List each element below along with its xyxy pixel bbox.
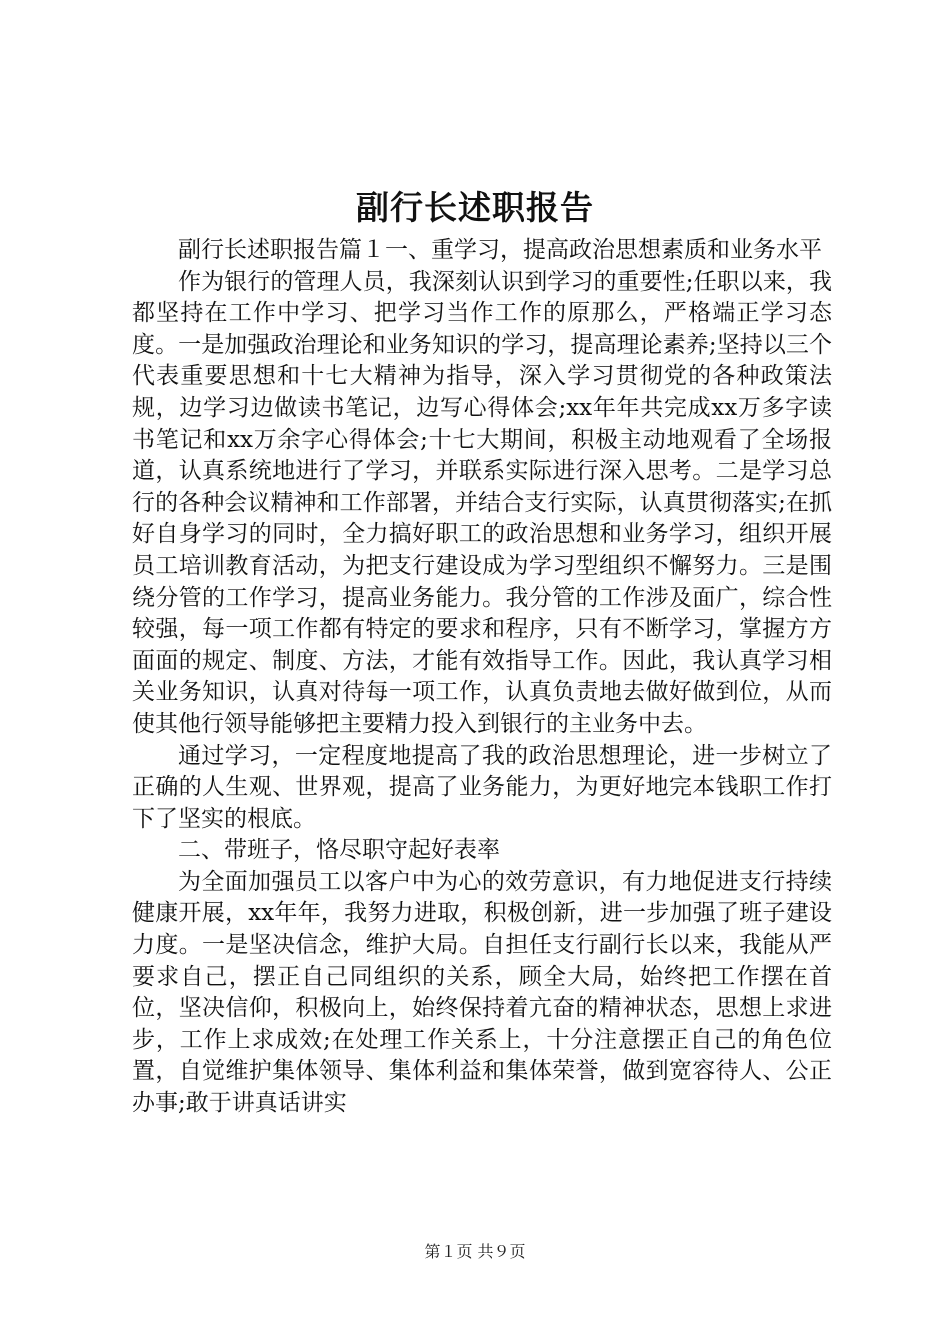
document-body [132,235,832,1120]
paragraph: 作为银行的管理人员，我深刻认识到学习的重要性;任职以来，我都坚持在工作中学习、把学习当作工作的原那么，严格端正学习态度。一是加强政治理论和业务知识的学习，提高理论素养;坚持以三个代表重要思想和十七大精神为指导，深入学习贯彻党的各种政策法规，边学习边做读书笔记，边写心得体会;xx年年共完成xx万多字读书笔记和xx万余字心得体会;十七大期间，积极主动地观看了全场报道，认真系统地进行了学习，并联系实际进行深入思考。二是学习总行的各种会议精神和工作部署，并结合支行实际，认真贯彻落实;在抓好自身学习的同时，全力搞好职工的政治思想和业务学习，组织开展员工培训教育活动，为把支行建设成为学习型组织不懈努力。三是围绕分管的工作学习，提高业务能力。我分管的工作涉及面广，综合性较强，每一项工作都有特定的要求和程序，只有不断学习，掌握方方面面的规定、制度、方法，才能有效指导工作。因此，我认真学习相关业务知识，认真对待每一项工作，认真负责地去做好做到位，从而使其他行领导能够把主要精力投入到银行的主业务中去。 [132,268,832,737]
paragraph: 副行长述职报告篇１一、重学习，提高政治思想素质和业务水平 [178,237,822,263]
page-number: 第１页 共９页 [424,1242,526,1261]
page-title: 副行长述职报告 [356,188,594,227]
section-heading: 二、带班子，恪尽职守起好表率 [178,837,500,864]
paragraph: 通过学习，一定程度地提高了我的政治思想理论，进一步树立了正确的人生观、世界观，提高了业务能力，为更好地完本钱职工作打下了坚实的根底。 [132,742,832,832]
paragraph: 为全面加强员工以客户中为心的效劳意识，有力地促进支行持续健康开展，xx年年，我努力进取，积极创新，进一步加强了班子建设力度。一是坚决信念，维护大局。自担任支行副行长以来，我能从严要求自己，摆正自己同组织的关系，顾全大局，始终把工作摆在首位，坚决信仰，积极向上，始终保持着亢奋的精神状态，思想上求进步，工作上求成效;在处理工作关系上，十分注意摆正自己的角色位置，自觉维护集体领导、集体利益和集体荣誉，做到宽容待人、公正办事;敢于讲真话讲实 [132,868,832,1117]
